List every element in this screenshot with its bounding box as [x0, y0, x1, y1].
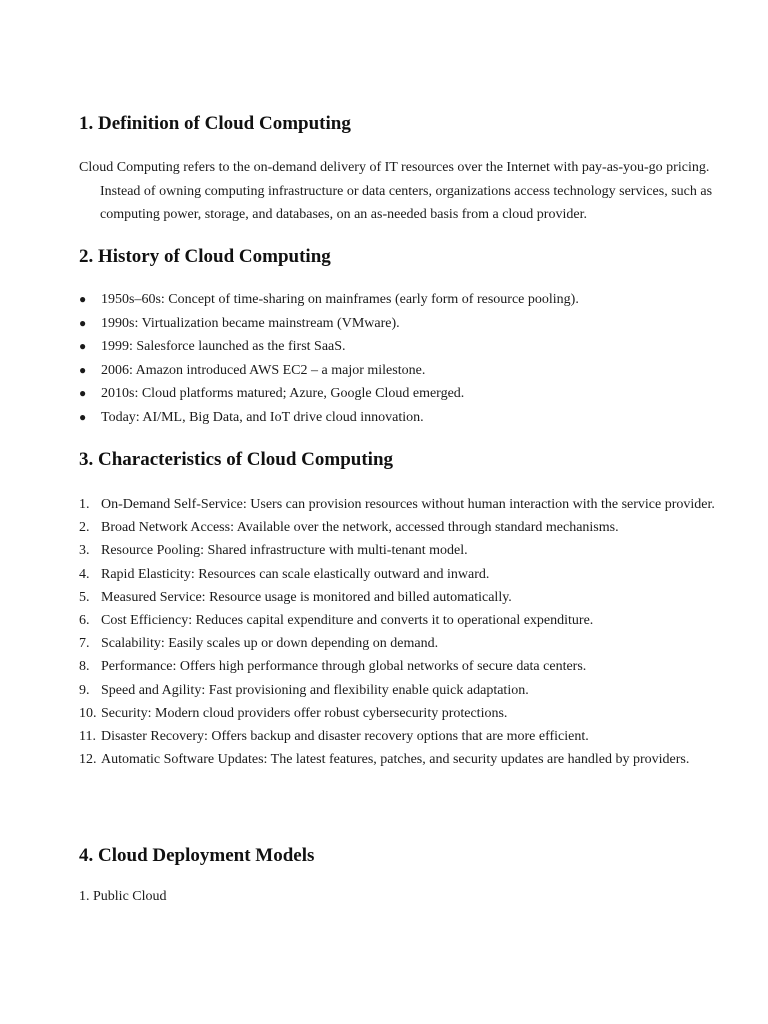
history-list — [79, 288, 719, 430]
section-heading-characteristics: 3. Characteristics of Cloud Computing — [79, 449, 394, 470]
list-item: 9. Speed and Agility: Fast provisioning and flexibility enable quick adaptation. — [79, 682, 529, 698]
list-item: ● Today: AI/ML, Big Data, and IoT drive cloud innovation. — [79, 406, 719, 430]
section-heading-deployment: 4. Cloud Deployment Models — [79, 845, 315, 866]
list-item: ● 1999: Salesforce launched as the first SaaS. — [79, 335, 719, 359]
section-heading-definition: 1. Definition of Cloud Computing — [79, 113, 351, 134]
list-item: ● 2010s: Cloud platforms matured; Azure, Google Cloud emerged. — [79, 382, 719, 406]
section-heading-history: 2. History of Cloud Computing — [79, 246, 331, 267]
bullet-icon: ● — [79, 315, 87, 330]
list-item: 6. Cost Efficiency: Reduces capital expenditure and converts it to operational expenditure. — [79, 613, 594, 629]
bullet-icon: ● — [79, 409, 87, 424]
list-item: ● 1950s–60s: Concept of time-sharing on mainframes (early form of resource pooling). — [79, 288, 719, 312]
definition-paragraph: Cloud Computing refers to the on-demand delivery of IT resources over the Internet with pay-as-you-go pricing. Instead of owning computing infrastructure or data centers, organizations access technology services, such as computing power, storage, and databases, on an as-needed basis from a cloud provider. — [79, 160, 713, 222]
bullet-icon: ● — [79, 339, 87, 354]
list-item: 1. On-Demand Self-Service: Users can provision resources without human interaction with the service provider. — [79, 497, 715, 512]
list-item: 8. Performance: Offers high performance through global networks of secure data centers. — [79, 659, 587, 675]
bullet-icon: ● — [79, 362, 87, 377]
list-item: 3. Resource Pooling: Shared infrastructure with multi-tenant model. — [79, 543, 468, 559]
list-item: 5. Measured Service: Resource usage is monitored and billed automatically. — [79, 589, 512, 605]
list-item: 11. Disaster Recovery: Offers backup and disaster recovery options that are more efficient. — [79, 729, 589, 745]
characteristics-list — [79, 493, 719, 771]
list-item: ● 2006: Amazon introduced AWS EC2 – a major milestone. — [79, 359, 719, 383]
list-item: 10. Security: Modern cloud providers offer robust cybersecurity protections. — [79, 705, 508, 721]
bullet-icon: ● — [79, 386, 87, 401]
list-item: ● 1990s: Virtualization became mainstream (VMware). — [79, 312, 719, 336]
bullet-icon: ● — [79, 292, 87, 306]
list-item: 12. Automatic Software Updates: The latest features, patches, and security updates are handled by providers. — [79, 752, 690, 768]
subheading-public-cloud: 1. Public Cloud — [79, 889, 167, 904]
list-item: 2. Broad Network Access: Available over the network, accessed through standard mechanisms. — [79, 520, 619, 536]
list-item: 7. Scalability: Easily scales up or down depending on demand. — [79, 636, 439, 652]
list-item: 4. Rapid Elasticity: Resources can scale elastically outward and inward. — [79, 566, 490, 582]
